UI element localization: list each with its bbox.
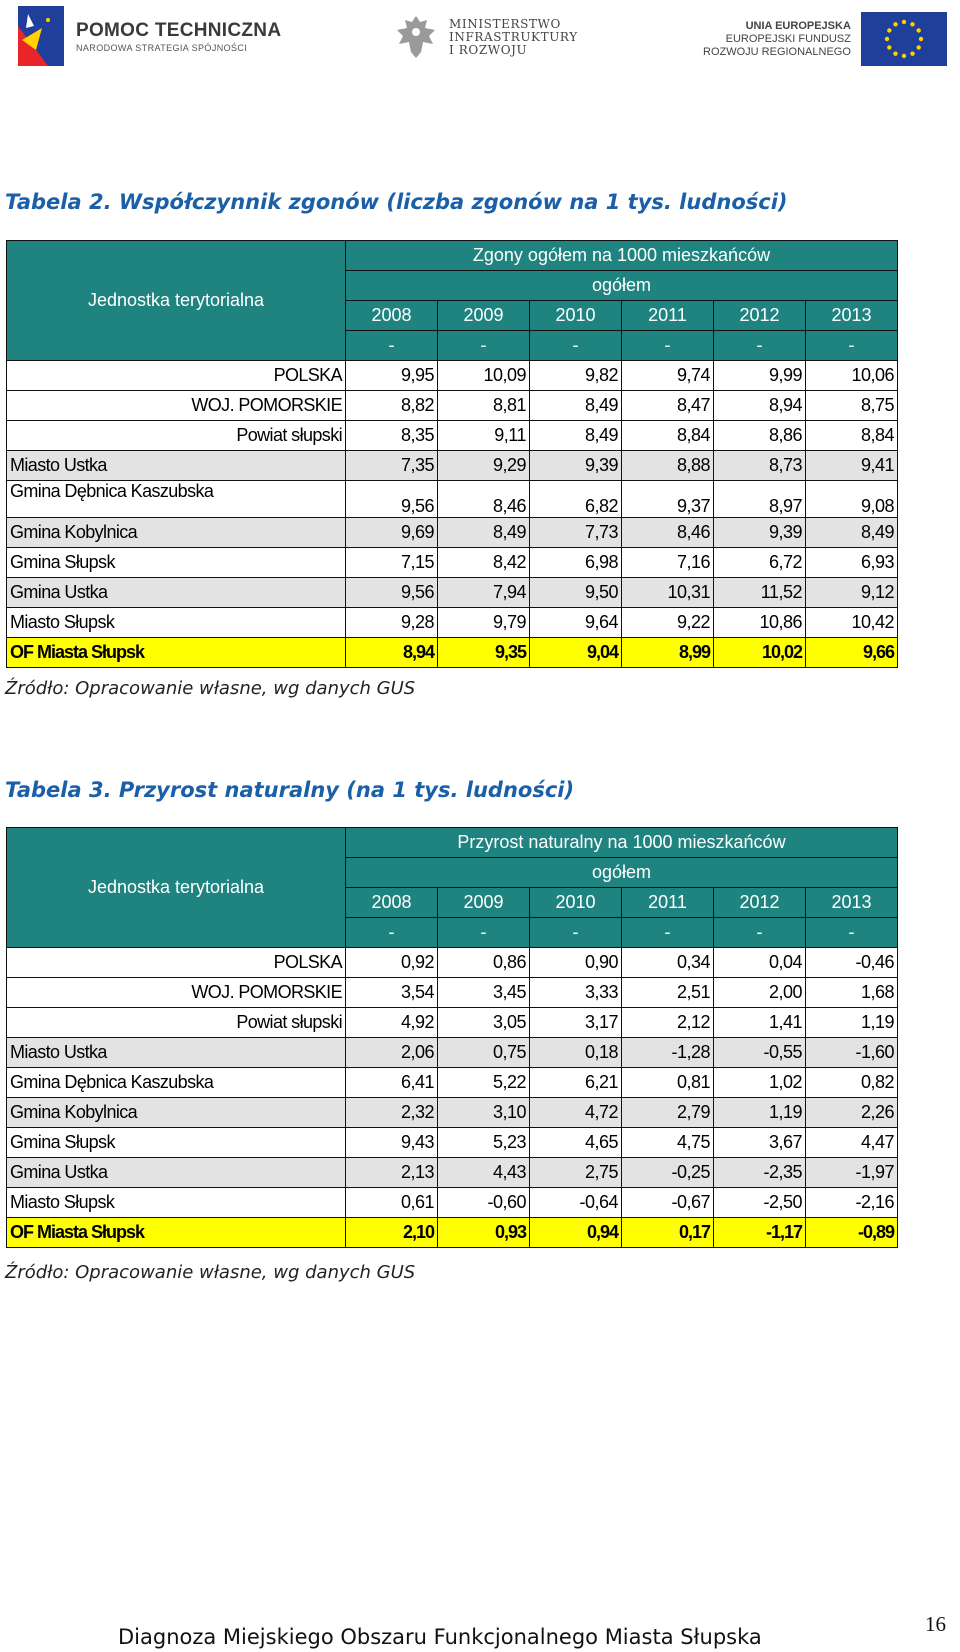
value-cell: 0,04 bbox=[714, 948, 806, 978]
value-cell: -0,55 bbox=[714, 1038, 806, 1068]
value-cell: 8,81 bbox=[438, 391, 530, 421]
value-cell: 8,46 bbox=[438, 481, 530, 518]
value-cell: 9,22 bbox=[622, 608, 714, 638]
table-row bbox=[7, 1218, 898, 1248]
dash-cell: - bbox=[530, 918, 622, 948]
value-cell: -0,46 bbox=[806, 948, 898, 978]
value-cell: 8,84 bbox=[622, 421, 714, 451]
dash-cell: - bbox=[438, 331, 530, 361]
eu-line-1: UNIA EUROPEJSKA bbox=[745, 19, 851, 32]
table3-caption: Tabela 3. Przyrost naturalny (na 1 tys. ludności) bbox=[5, 778, 575, 802]
value-cell: 9,28 bbox=[346, 608, 438, 638]
dash-cell: - bbox=[714, 918, 806, 948]
value-cell: 7,94 bbox=[438, 578, 530, 608]
value-cell: 1,68 bbox=[806, 978, 898, 1008]
value-cell: 9,99 bbox=[714, 361, 806, 391]
value-cell: 3,33 bbox=[530, 978, 622, 1008]
value-cell: 8,35 bbox=[346, 421, 438, 451]
value-cell: -1,97 bbox=[806, 1158, 898, 1188]
year-header: 2013 bbox=[806, 301, 898, 331]
value-cell: 9,39 bbox=[530, 451, 622, 481]
table-row bbox=[7, 1158, 898, 1188]
value-cell: 8,73 bbox=[714, 451, 806, 481]
value-cell: 0,61 bbox=[346, 1188, 438, 1218]
value-cell: 8,49 bbox=[530, 391, 622, 421]
value-cell: -0,67 bbox=[622, 1188, 714, 1218]
value-cell: 2,79 bbox=[622, 1098, 714, 1128]
value-cell: 9,12 bbox=[806, 578, 898, 608]
value-cell: 7,16 bbox=[622, 548, 714, 578]
table3-source: Źródło: Opracowanie własne, wg danych GUS bbox=[5, 1262, 416, 1283]
ministry-line-3: I ROZWOJU bbox=[449, 42, 528, 57]
value-cell: 8,84 bbox=[806, 421, 898, 451]
value-cell: 9,82 bbox=[530, 361, 622, 391]
value-cell: 8,49 bbox=[438, 518, 530, 548]
value-cell: 7,15 bbox=[346, 548, 438, 578]
dash-cell: - bbox=[806, 918, 898, 948]
table-row bbox=[7, 1098, 898, 1128]
ministry-line-1: MINISTERSTWO bbox=[449, 16, 561, 31]
table-row bbox=[7, 518, 898, 548]
dash-cell: - bbox=[438, 918, 530, 948]
value-cell: 9,37 bbox=[622, 481, 714, 518]
value-cell: 9,35 bbox=[438, 638, 530, 668]
value-cell: 9,56 bbox=[346, 578, 438, 608]
value-cell: 7,73 bbox=[530, 518, 622, 548]
eu-flag-icon bbox=[861, 12, 947, 66]
year-header: 2009 bbox=[438, 888, 530, 918]
value-cell: 2,26 bbox=[806, 1098, 898, 1128]
value-cell: -1,17 bbox=[714, 1218, 806, 1248]
value-cell: 4,75 bbox=[622, 1128, 714, 1158]
value-cell: 2,13 bbox=[346, 1158, 438, 1188]
value-cell: -2,50 bbox=[714, 1188, 806, 1218]
pt-subtitle: NARODOWA STRATEGIA SPÓJNOŚCI bbox=[76, 42, 248, 53]
value-cell: 1,02 bbox=[714, 1068, 806, 1098]
value-cell: 0,86 bbox=[438, 948, 530, 978]
table-row bbox=[7, 1008, 898, 1038]
table3-sub-header: ogółem bbox=[346, 858, 898, 888]
value-cell: 6,93 bbox=[806, 548, 898, 578]
pomoc-techniczna-mark-icon bbox=[18, 6, 64, 66]
dash-cell: - bbox=[622, 331, 714, 361]
page-header bbox=[0, 0, 960, 80]
value-cell: 2,00 bbox=[714, 978, 806, 1008]
dash-cell: - bbox=[714, 331, 806, 361]
year-header: 2012 bbox=[714, 301, 806, 331]
ministry-line-2: INFRASTRUKTURY bbox=[449, 29, 578, 44]
value-cell: 9,95 bbox=[346, 361, 438, 391]
value-cell: 8,75 bbox=[806, 391, 898, 421]
value-cell: -1,60 bbox=[806, 1038, 898, 1068]
table3-unit-header: Jednostka terytorialna bbox=[7, 828, 346, 948]
row-label: OF Miasta Słupsk bbox=[7, 638, 346, 668]
value-cell: -0,89 bbox=[806, 1218, 898, 1248]
value-cell: 10,31 bbox=[622, 578, 714, 608]
table-row bbox=[7, 481, 898, 518]
table2-unit-header: Jednostka terytorialna bbox=[7, 241, 346, 361]
value-cell: 9,08 bbox=[806, 481, 898, 518]
value-cell: 9,41 bbox=[806, 451, 898, 481]
value-cell: 9,74 bbox=[622, 361, 714, 391]
value-cell: 6,21 bbox=[530, 1068, 622, 1098]
value-cell: -2,16 bbox=[806, 1188, 898, 1218]
value-cell: 10,09 bbox=[438, 361, 530, 391]
year-header: 2010 bbox=[530, 301, 622, 331]
table-row bbox=[7, 421, 898, 451]
page-number: 16 bbox=[925, 1612, 946, 1636]
value-cell: -0,60 bbox=[438, 1188, 530, 1218]
value-cell: 0,94 bbox=[530, 1218, 622, 1248]
table2-group-header: Zgony ogółem na 1000 mieszkańców bbox=[346, 241, 898, 271]
value-cell: 2,75 bbox=[530, 1158, 622, 1188]
value-cell: 10,02 bbox=[714, 638, 806, 668]
value-cell: 2,06 bbox=[346, 1038, 438, 1068]
page-footer-title: Diagnoza Miejskiego Obszaru Funkcjonalnego Miasta Słupska bbox=[118, 1625, 762, 1649]
row-label: OF Miasta Słupsk bbox=[7, 1218, 346, 1248]
value-cell: 0,75 bbox=[438, 1038, 530, 1068]
table-row bbox=[7, 1068, 898, 1098]
dash-cell: - bbox=[806, 331, 898, 361]
value-cell: 8,99 bbox=[622, 638, 714, 668]
value-cell: 0,81 bbox=[622, 1068, 714, 1098]
row-label: Miasto Słupsk bbox=[7, 1188, 346, 1218]
value-cell: 11,52 bbox=[714, 578, 806, 608]
value-cell: 1,41 bbox=[714, 1008, 806, 1038]
value-cell: 0,92 bbox=[346, 948, 438, 978]
row-label: Miasto Ustka bbox=[7, 1038, 346, 1068]
row-label: Gmina Ustka bbox=[7, 1158, 346, 1188]
value-cell: 9,04 bbox=[530, 638, 622, 668]
row-label: Gmina Kobylnica bbox=[7, 1098, 346, 1128]
pt-title: POMOC TECHNICZNA bbox=[76, 19, 282, 41]
value-cell: 4,47 bbox=[806, 1128, 898, 1158]
table2-caption: Tabela 2. Współczynnik zgonów (liczba zgonów na 1 tys. ludności) bbox=[5, 190, 788, 214]
row-label: WOJ. POMORSKIE bbox=[7, 391, 346, 421]
year-header: 2012 bbox=[714, 888, 806, 918]
value-cell: 4,92 bbox=[346, 1008, 438, 1038]
table-row bbox=[7, 1038, 898, 1068]
row-label: Powiat słupski bbox=[7, 1008, 346, 1038]
value-cell: 10,06 bbox=[806, 361, 898, 391]
table-row bbox=[7, 1188, 898, 1218]
value-cell: 3,10 bbox=[438, 1098, 530, 1128]
value-cell: 8,82 bbox=[346, 391, 438, 421]
dash-cell: - bbox=[346, 331, 438, 361]
value-cell: 8,42 bbox=[438, 548, 530, 578]
value-cell: 3,45 bbox=[438, 978, 530, 1008]
year-header: 2011 bbox=[622, 888, 714, 918]
value-cell: 9,11 bbox=[438, 421, 530, 451]
value-cell: -0,64 bbox=[530, 1188, 622, 1218]
value-cell: 8,94 bbox=[346, 638, 438, 668]
dash-cell: - bbox=[346, 918, 438, 948]
value-cell: 8,88 bbox=[622, 451, 714, 481]
value-cell: 9,66 bbox=[806, 638, 898, 668]
value-cell: 5,22 bbox=[438, 1068, 530, 1098]
value-cell: 4,43 bbox=[438, 1158, 530, 1188]
table-row bbox=[7, 608, 898, 638]
value-cell: 9,43 bbox=[346, 1128, 438, 1158]
year-header: 2009 bbox=[438, 301, 530, 331]
value-cell: 6,72 bbox=[714, 548, 806, 578]
value-cell: 1,19 bbox=[714, 1098, 806, 1128]
row-label: POLSKA bbox=[7, 361, 346, 391]
value-cell: 8,46 bbox=[622, 518, 714, 548]
value-cell: 1,19 bbox=[806, 1008, 898, 1038]
year-header: 2013 bbox=[806, 888, 898, 918]
value-cell: 3,17 bbox=[530, 1008, 622, 1038]
value-cell: 3,67 bbox=[714, 1128, 806, 1158]
dash-cell: - bbox=[530, 331, 622, 361]
value-cell: 9,69 bbox=[346, 518, 438, 548]
row-label: Powiat słupski bbox=[7, 421, 346, 451]
value-cell: 2,32 bbox=[346, 1098, 438, 1128]
table-row bbox=[7, 548, 898, 578]
value-cell: 4,65 bbox=[530, 1128, 622, 1158]
value-cell: 2,12 bbox=[622, 1008, 714, 1038]
eagle-emblem-icon bbox=[393, 12, 439, 62]
value-cell: 6,82 bbox=[530, 481, 622, 518]
table3 bbox=[6, 827, 898, 1248]
value-cell: 9,50 bbox=[530, 578, 622, 608]
value-cell: -2,35 bbox=[714, 1158, 806, 1188]
year-header: 2011 bbox=[622, 301, 714, 331]
value-cell: 0,93 bbox=[438, 1218, 530, 1248]
row-label: Gmina Słupsk bbox=[7, 548, 346, 578]
row-label: Gmina Ustka bbox=[7, 578, 346, 608]
table-row bbox=[7, 638, 898, 668]
value-cell: 10,42 bbox=[806, 608, 898, 638]
table-row bbox=[7, 391, 898, 421]
value-cell: 9,56 bbox=[346, 481, 438, 518]
value-cell: 9,79 bbox=[438, 608, 530, 638]
pomoc-techniczna-logo bbox=[18, 6, 281, 66]
value-cell: 9,29 bbox=[438, 451, 530, 481]
value-cell: 9,39 bbox=[714, 518, 806, 548]
value-cell: 0,34 bbox=[622, 948, 714, 978]
eu-line-3: ROZWOJU REGIONALNEGO bbox=[703, 45, 851, 58]
value-cell: 0,18 bbox=[530, 1038, 622, 1068]
row-label: Miasto Słupsk bbox=[7, 608, 346, 638]
table-row bbox=[7, 578, 898, 608]
row-label: Gmina Kobylnica bbox=[7, 518, 346, 548]
table2 bbox=[6, 240, 898, 668]
value-cell: 0,90 bbox=[530, 948, 622, 978]
value-cell: 10,86 bbox=[714, 608, 806, 638]
table-row bbox=[7, 361, 898, 391]
value-cell: 7,35 bbox=[346, 451, 438, 481]
value-cell: 6,98 bbox=[530, 548, 622, 578]
table-row bbox=[7, 451, 898, 481]
value-cell: 0,82 bbox=[806, 1068, 898, 1098]
value-cell: 4,72 bbox=[530, 1098, 622, 1128]
eu-logo bbox=[703, 12, 947, 66]
eu-line-2: EUROPEJSKI FUNDUSZ bbox=[725, 32, 851, 45]
value-cell: 8,49 bbox=[530, 421, 622, 451]
row-label: Gmina Słupsk bbox=[7, 1128, 346, 1158]
row-label: Miasto Ustka bbox=[7, 451, 346, 481]
table-row bbox=[7, 948, 898, 978]
value-cell: 8,97 bbox=[714, 481, 806, 518]
value-cell: 8,49 bbox=[806, 518, 898, 548]
table2-sub-header: ogółem bbox=[346, 271, 898, 301]
year-header: 2008 bbox=[346, 888, 438, 918]
value-cell: 3,05 bbox=[438, 1008, 530, 1038]
table3-group-header: Przyrost naturalny na 1000 mieszkańców bbox=[346, 828, 898, 858]
row-label: Gmina Dębnica Kaszubska bbox=[7, 1068, 346, 1098]
value-cell: 5,23 bbox=[438, 1128, 530, 1158]
table2-source: Źródło: Opracowanie własne, wg danych GUS bbox=[5, 678, 416, 699]
dash-cell: - bbox=[622, 918, 714, 948]
row-label: POLSKA bbox=[7, 948, 346, 978]
value-cell: 8,47 bbox=[622, 391, 714, 421]
year-header: 2008 bbox=[346, 301, 438, 331]
value-cell: 6,41 bbox=[346, 1068, 438, 1098]
table-row bbox=[7, 978, 898, 1008]
value-cell: 0,17 bbox=[622, 1218, 714, 1248]
value-cell: 8,94 bbox=[714, 391, 806, 421]
value-cell: 2,51 bbox=[622, 978, 714, 1008]
year-header: 2010 bbox=[530, 888, 622, 918]
value-cell: 8,86 bbox=[714, 421, 806, 451]
value-cell: 2,10 bbox=[346, 1218, 438, 1248]
value-cell: -1,28 bbox=[622, 1038, 714, 1068]
row-label: WOJ. POMORSKIE bbox=[7, 978, 346, 1008]
ministry-logo bbox=[393, 12, 578, 62]
value-cell: 9,64 bbox=[530, 608, 622, 638]
value-cell: -0,25 bbox=[622, 1158, 714, 1188]
table-row bbox=[7, 1128, 898, 1158]
row-label: Gmina Dębnica Kaszubska bbox=[7, 481, 346, 518]
value-cell: 3,54 bbox=[346, 978, 438, 1008]
